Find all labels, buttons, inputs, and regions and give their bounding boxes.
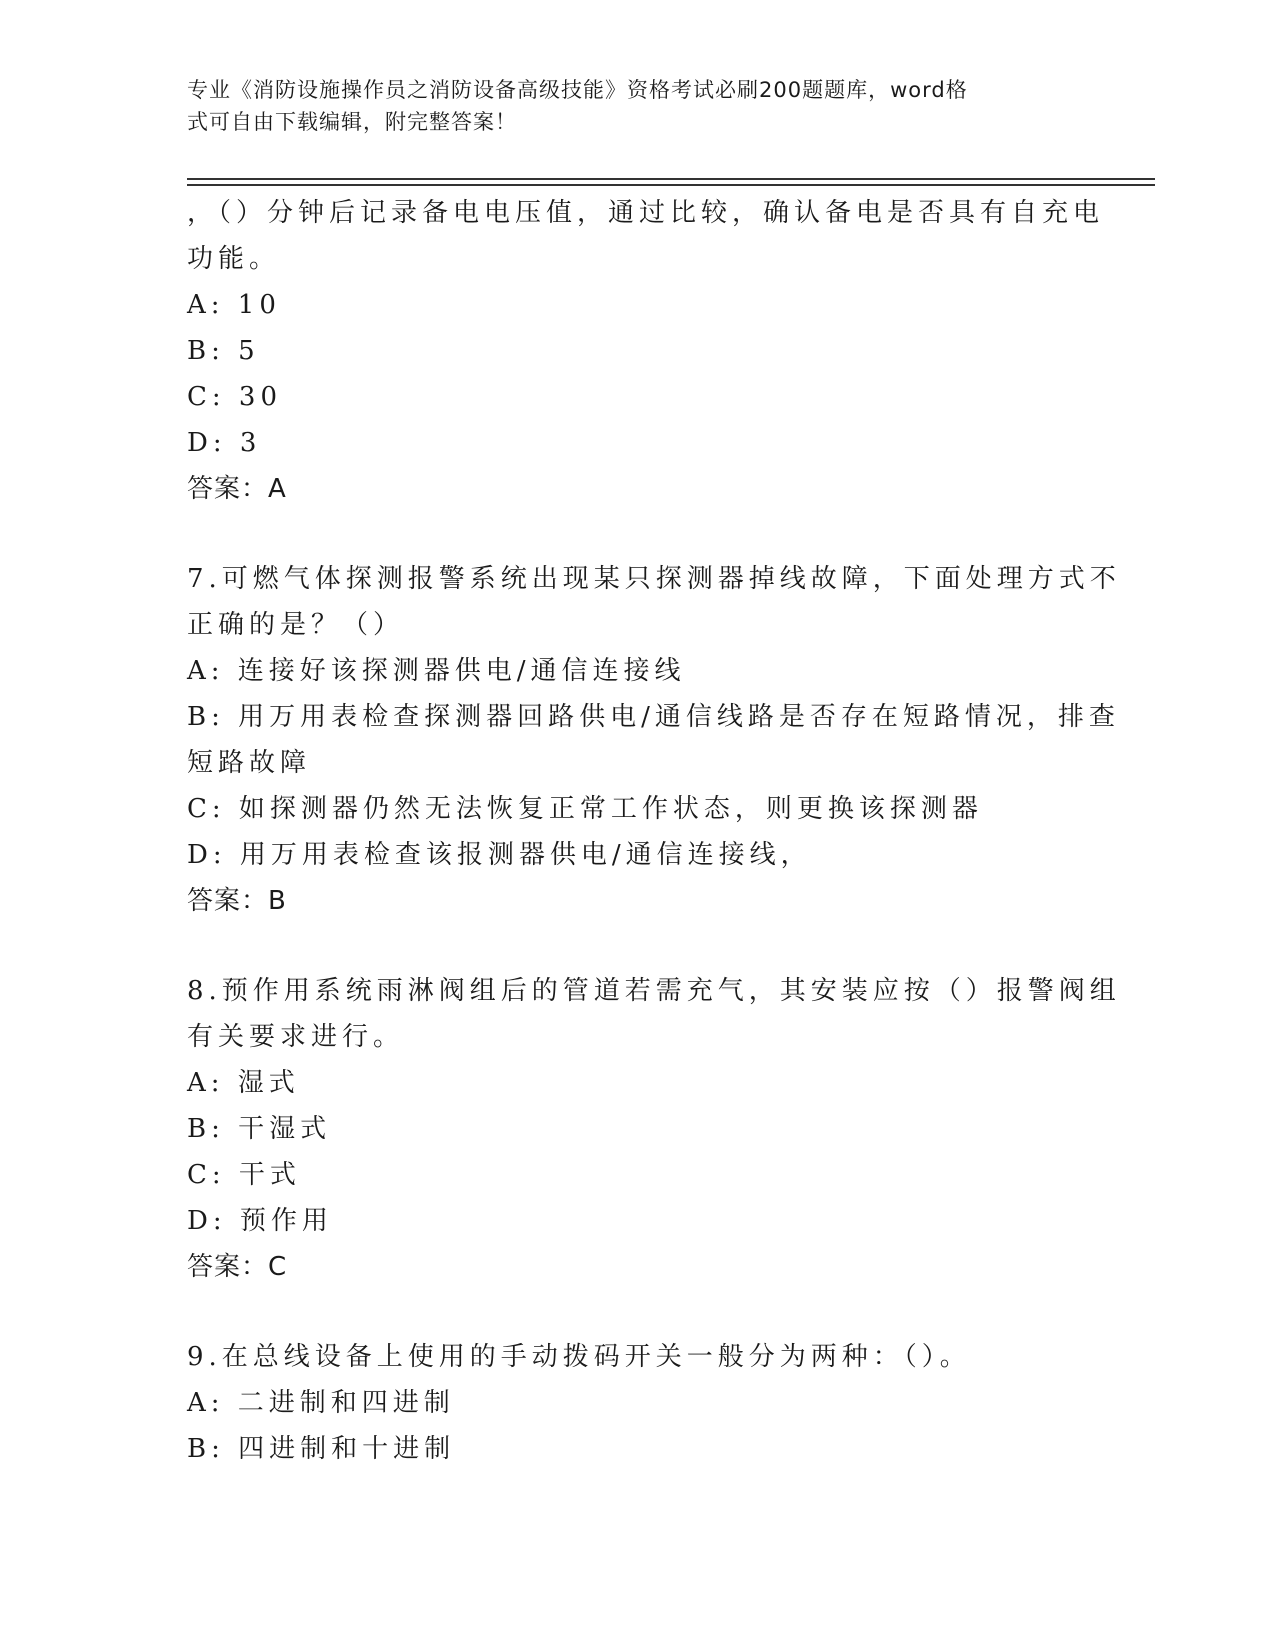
header-divider-top	[187, 178, 1155, 180]
option-b: B: 四进制和十进制	[187, 1434, 456, 1464]
question-stem: 功能。	[187, 244, 281, 274]
answer: 答案：A	[187, 474, 287, 504]
question-stem: 9.在总线设备上使用的手动拨码开关一般分为两种：（）。	[187, 1342, 971, 1372]
question-6	[187, 190, 1105, 512]
option-b: B: 用万用表检查探测器回路供电/通信线路是否存在短路情况，排查	[187, 702, 1120, 732]
option-d: D: 预作用	[187, 1206, 333, 1236]
question-stem: ，（）分钟后记录备电电压值，通过比较，确认备电是否具有自充电	[187, 198, 1105, 228]
option-a: A: 连接好该探测器供电/通信连接线	[187, 656, 686, 686]
option-c: C: 如探测器仍然无法恢复正常工作状态，则更换该探测器	[187, 794, 983, 824]
answer: 答案：C	[187, 1252, 288, 1282]
header-line-2: 式可自由下载编辑，附完整答案！	[187, 110, 517, 134]
question-stem: 有关要求进行。	[187, 1022, 405, 1052]
header-divider-bottom	[187, 184, 1155, 186]
question-8	[187, 968, 1121, 1290]
option-b: B: 5	[187, 336, 260, 366]
option-a: A: 湿式	[187, 1068, 300, 1098]
option-c: C: 干式	[187, 1160, 301, 1190]
question-stem: 正确的是？（）	[187, 610, 405, 640]
option-c: C: 30	[187, 382, 283, 412]
question-stem: 8.预作用系统雨淋阀组后的管道若需充气，其安装应按（）报警阀组	[187, 976, 1121, 1006]
question-9	[187, 1334, 1067, 1472]
option-d: D: 用万用表检查该报测器供电/通信连接线，	[187, 840, 812, 870]
header-line-1: 专业《消防设施操作员之消防设备高级技能》资格考试必刷200题题库，word格	[187, 78, 968, 102]
option-d: D: 3	[187, 428, 262, 458]
option-a: A: 10	[187, 290, 281, 320]
document-header	[187, 74, 1067, 138]
answer: 答案：B	[187, 886, 287, 916]
option-b: B: 干湿式	[187, 1114, 332, 1144]
question-7	[187, 556, 1121, 924]
question-stem: 7.可燃气体探测报警系统出现某只探测器掉线故障，下面处理方式不	[187, 564, 1121, 594]
option-a: A: 二进制和四进制	[187, 1388, 455, 1418]
question-list	[187, 190, 1121, 1472]
option-b-continued: 短路故障	[187, 748, 312, 778]
